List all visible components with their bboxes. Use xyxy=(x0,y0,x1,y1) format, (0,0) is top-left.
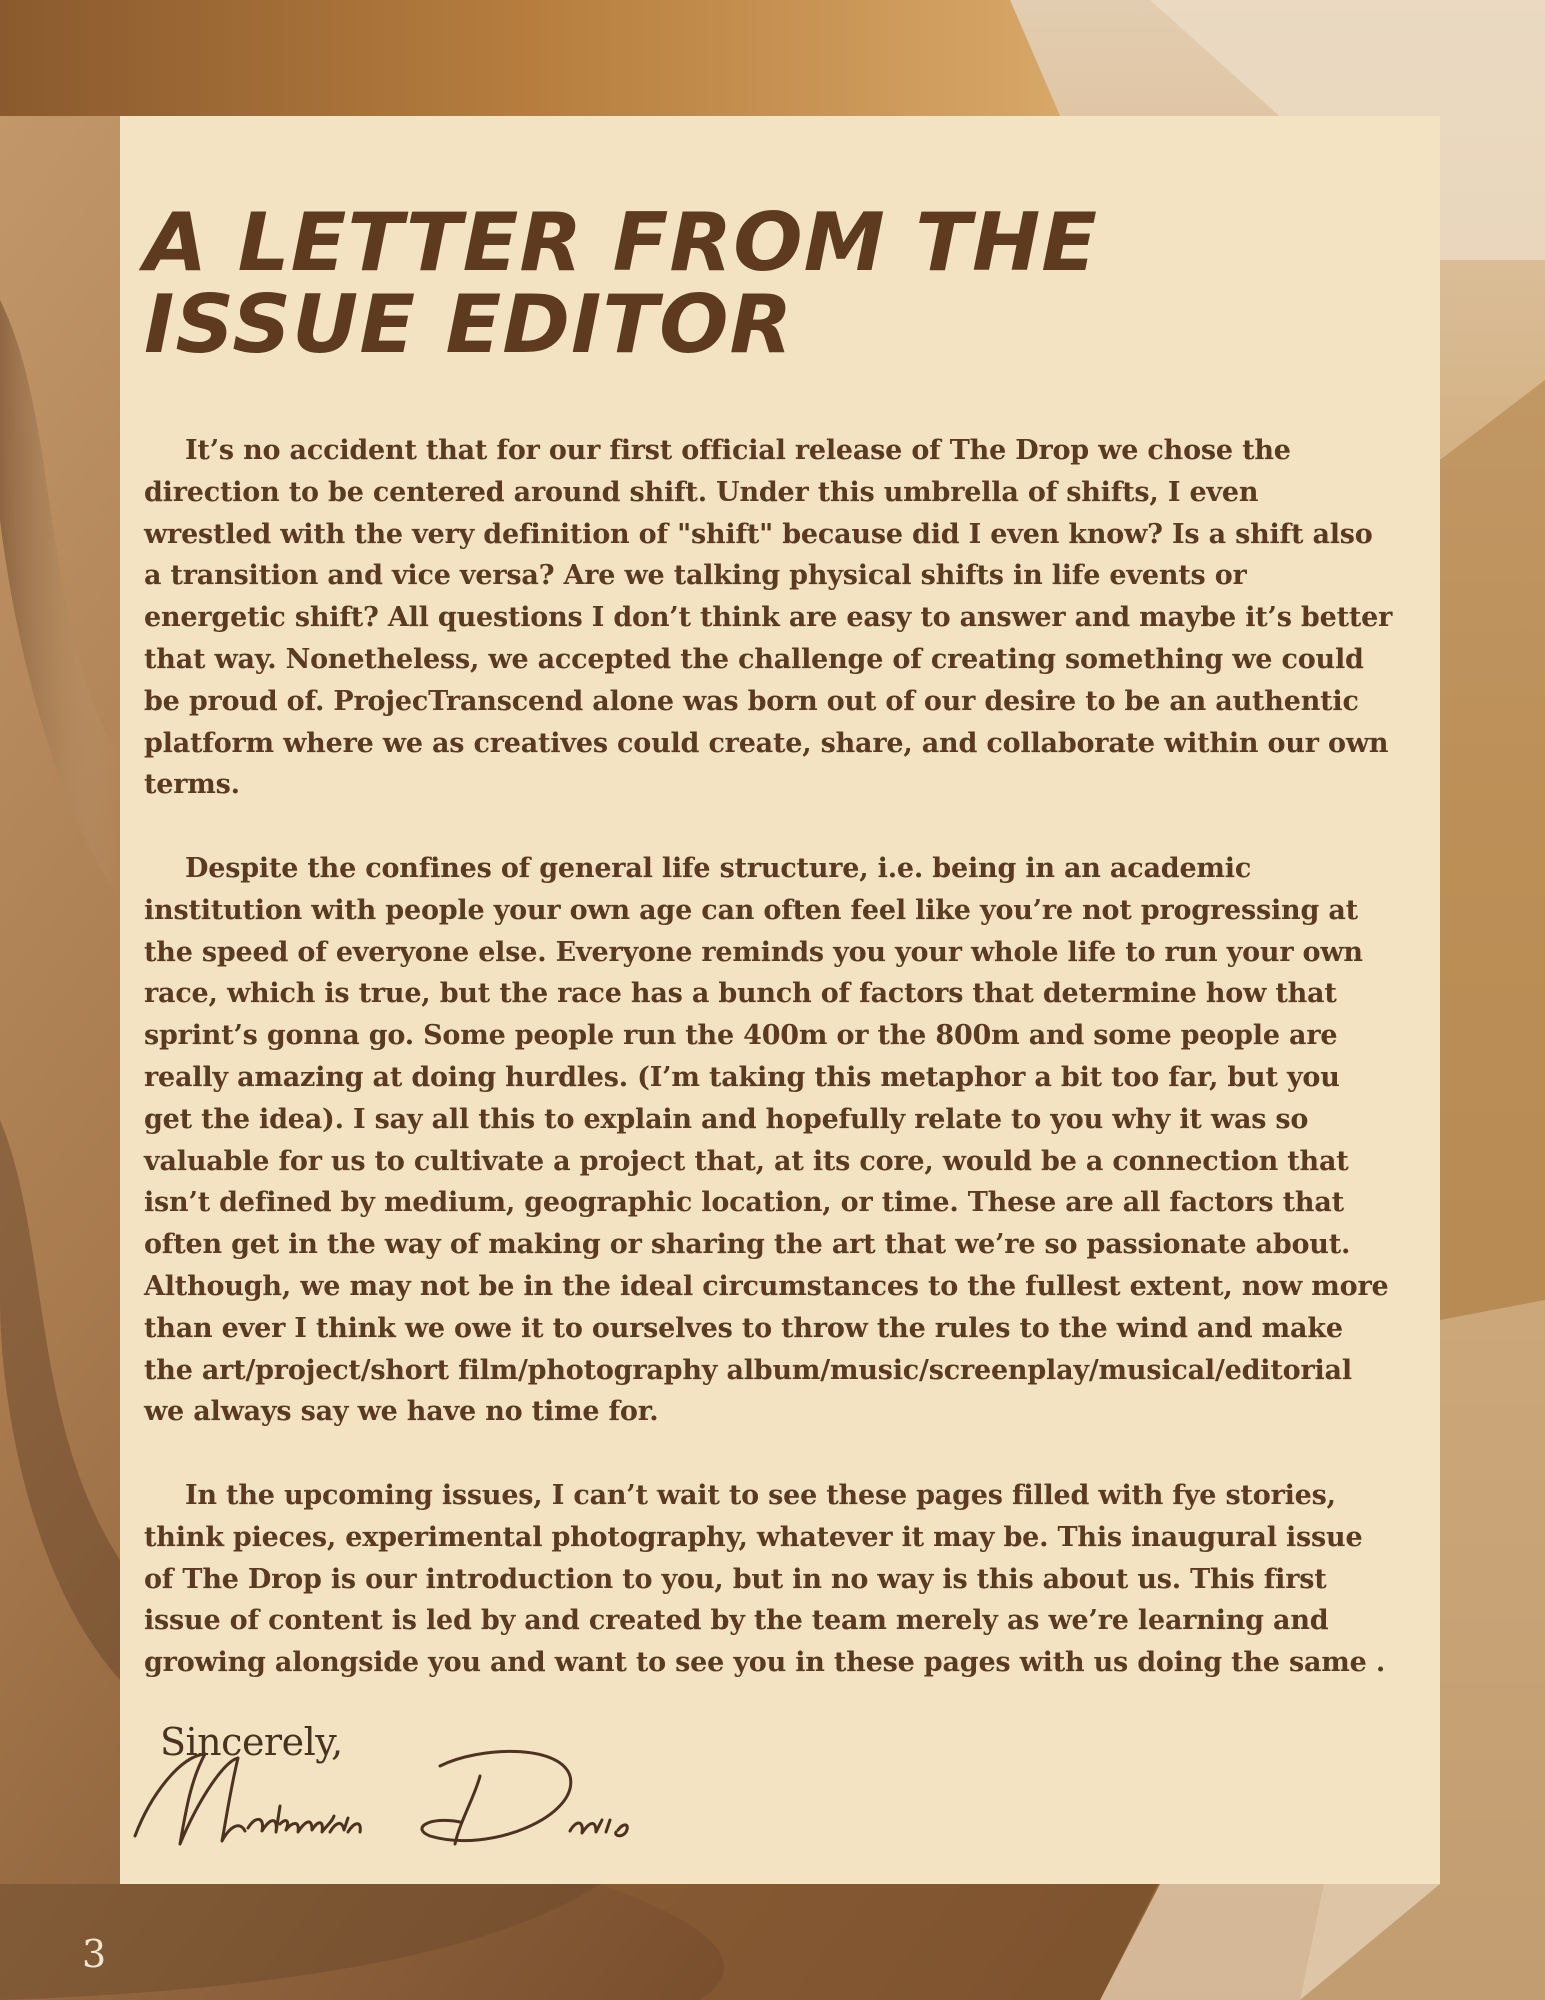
letter-paragraph-3: In the upcoming issues, I can’t wait to see these pages filled with fye stories, think pieces, experimental photography, whatever it may be. This inaugural issue of The Drop is our introduction to you, but in no way is this about us. This first issue of content is led by and created by the team merely as we’re learning and growing alongside you and want to see you in these pages with us doing the same . xyxy=(144,1479,1386,1679)
title-line-2: ISSUE EDITOR xyxy=(144,278,794,371)
letter-paragraph-1: It’s no accident that for our first official release of The Drop we chose the direction to be centered around shift. Under this umbrella of shifts, I even wrestled with the very definition of "shift" because did I even know? Is a shift also a transition and vice versa? Are we talking physical shifts in life events or energetic shift? All questions I don’t think are easy to answer and maybe it’s better that way. Nonetheless, we accepted the challenge of creating something we could be proud of. ProjecTranscend alone was born out of our desire to be an authentic platform where we as creatives could create, share, and collaborate within our own terms. xyxy=(144,435,1393,801)
letter-body xyxy=(144,430,1394,1684)
page-title xyxy=(144,196,1419,371)
signature xyxy=(130,1736,660,1856)
title-line-1: A LETTER FROM THE xyxy=(144,196,1099,289)
closing-salutation: Sincerely, xyxy=(160,1719,343,1764)
page-number: 3 xyxy=(82,1932,107,1976)
letter-paragraph-2: Despite the confines of general life structure, i.e. being in an academic institution with people your own age can often feel like you’re not progressing at the speed of everyone else. Everyone reminds you your whole life to run your own race, which is true, but the race has a bunch of factors that determine how that sprint’s gonna go. Some people run the 400m or the 800m and some people are really amazing at doing hurdles. (I’m taking this metaphor a bit too far, but you get the idea). I say all this to explain and hopefully relate to you why it was so valuable for us to cultivate a project that, at its core, would be a connection that isn’t defined by medium, geographic location, or time. These are all factors that often get in the way of making or sharing the art that we’re so passionate about. Although, we may not be in the ideal circumstances to the fullest extent, now more than ever I think we owe it to ourselves to throw the rules to the wind and make the art/project/short film/photography album/music/screenplay/musical/editorial we always say we have no time for. xyxy=(144,852,1389,1428)
letter-card xyxy=(120,116,1440,1884)
